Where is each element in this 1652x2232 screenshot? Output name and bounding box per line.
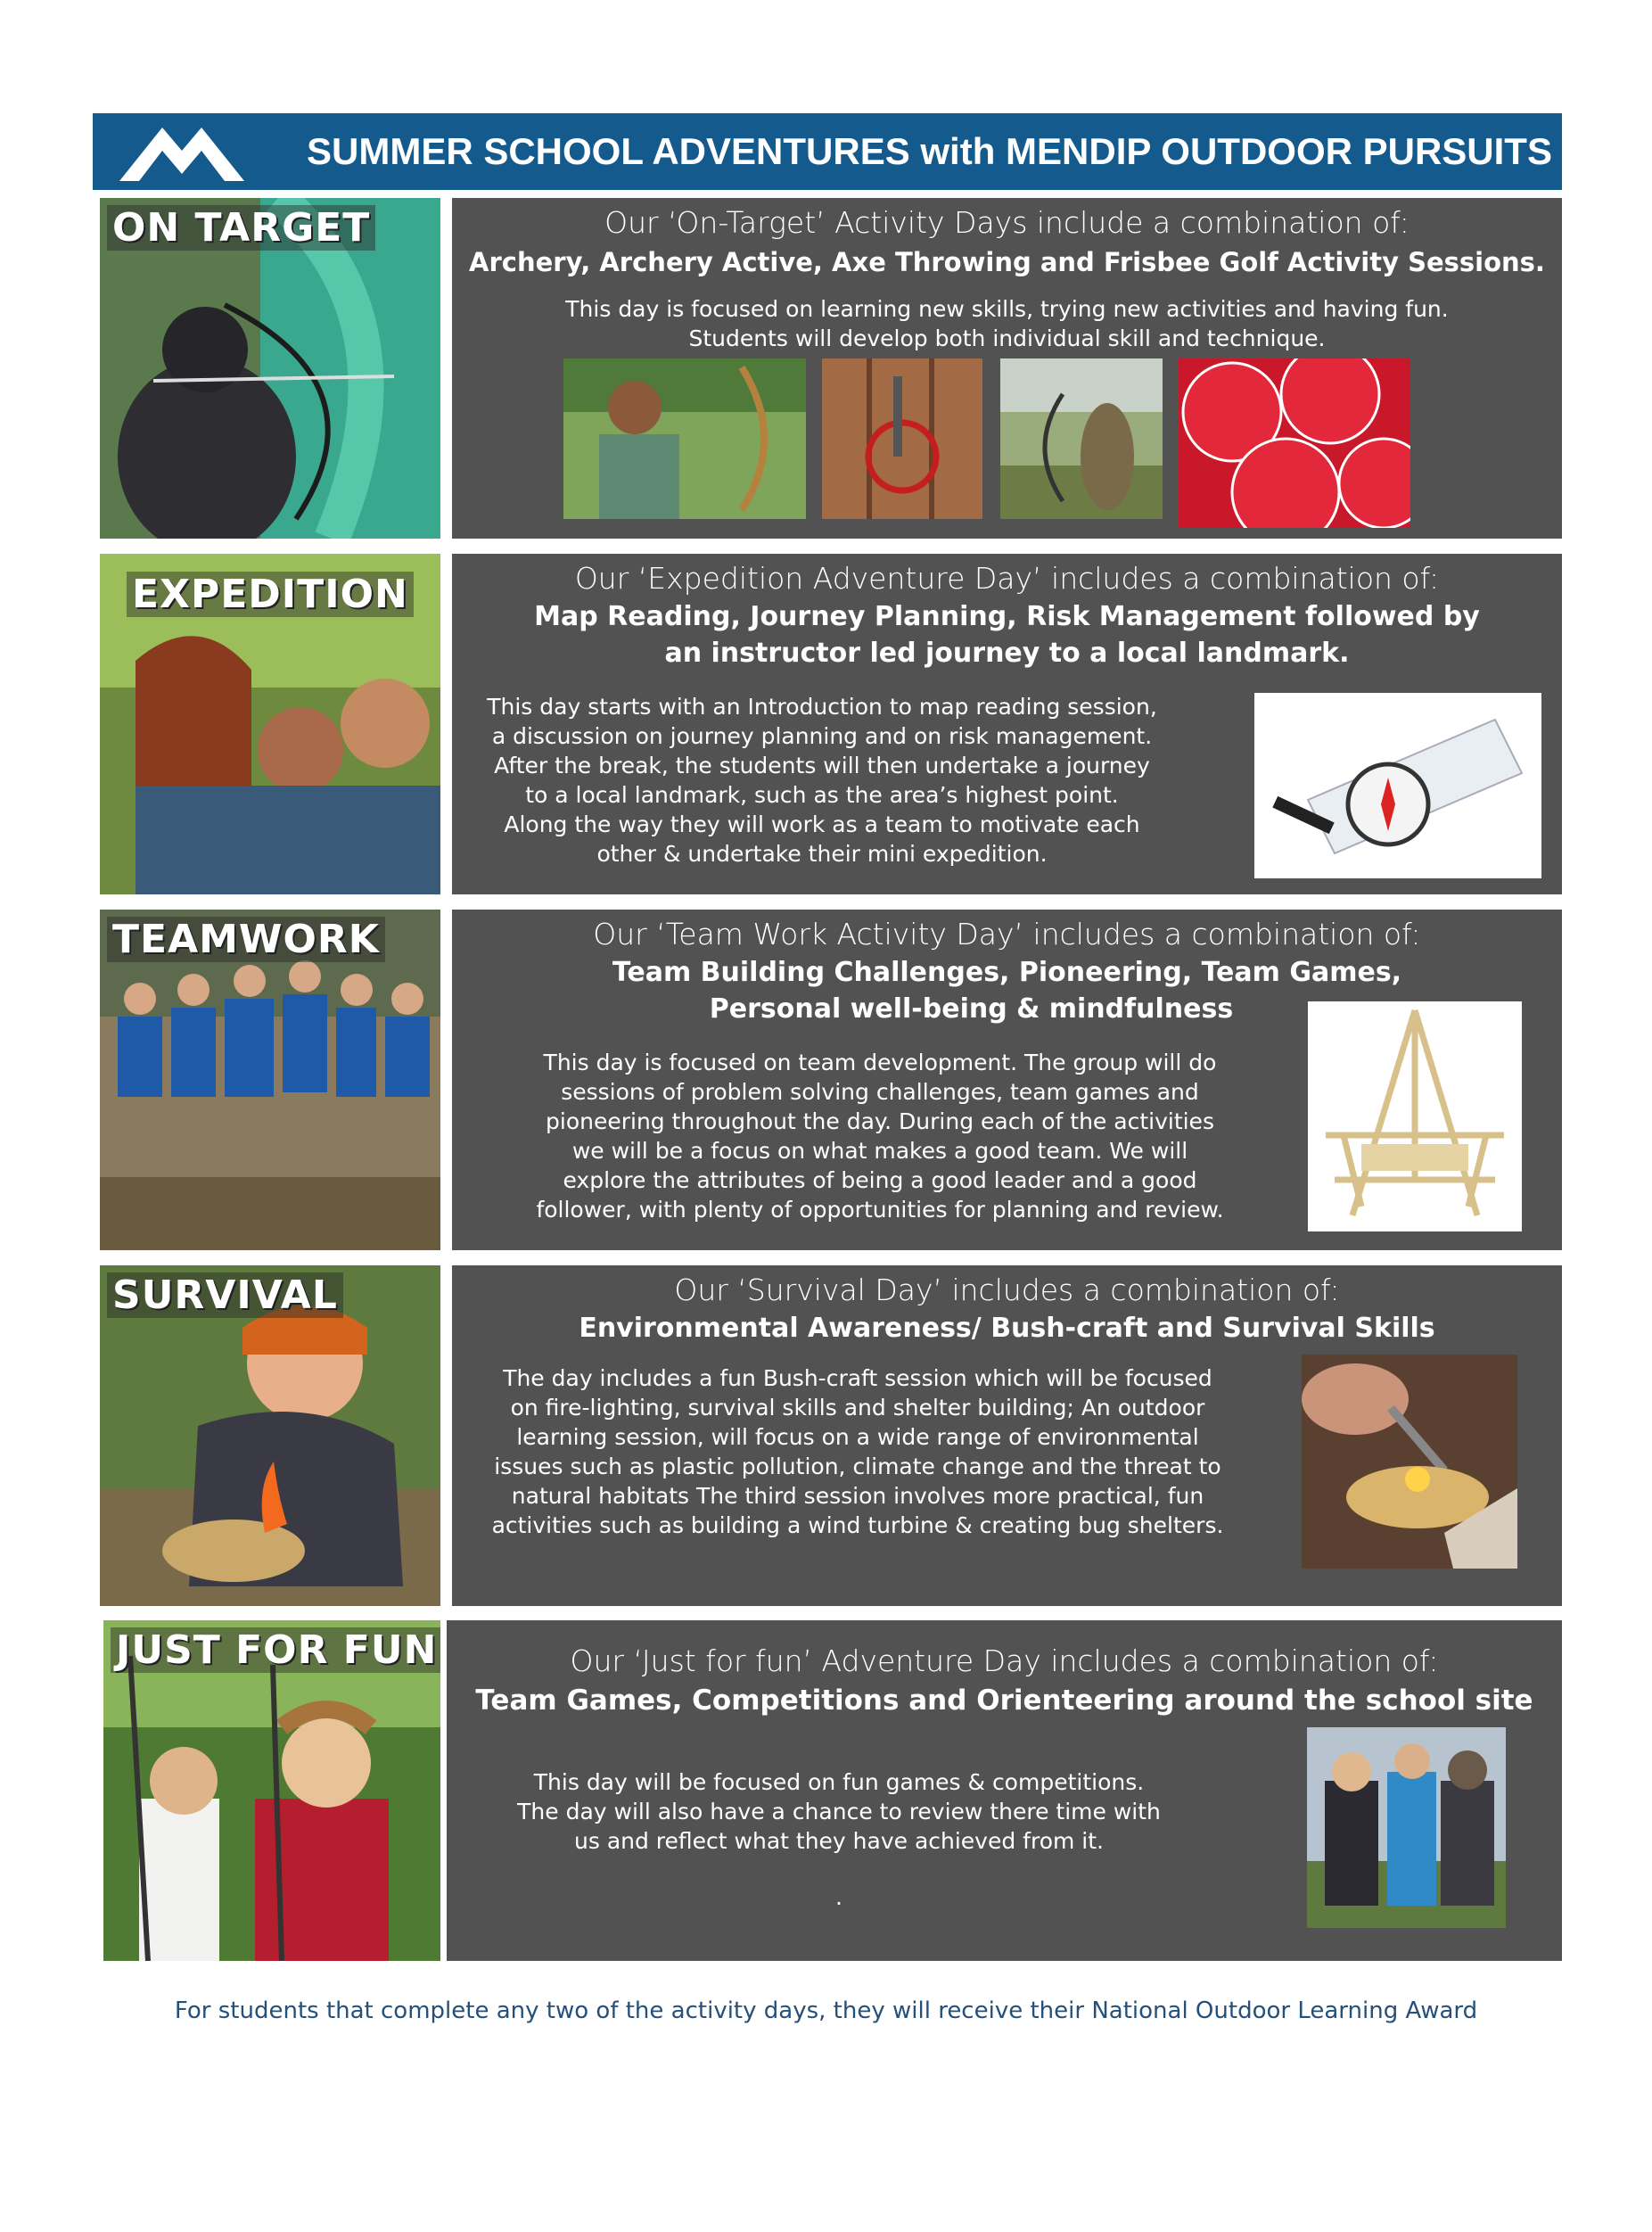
just-for-fun-photo — [103, 1620, 440, 1961]
pioneering-structure-photo — [1308, 1001, 1522, 1231]
teamwork-heading: Our ‘Team Work Activity Day’ includes a combination of: — [593, 917, 1421, 951]
fire-lighting-photo — [1302, 1355, 1517, 1569]
teamwork-subheading: Team Building Challenges, Pioneering, Team Games, Personal well-being & mindfulness — [612, 957, 1402, 1025]
activity-teamwork — [100, 910, 1562, 1250]
frisbees-photo — [1179, 358, 1410, 528]
on-target-photo — [100, 198, 440, 539]
just-for-fun-subheading: Team Games, Competitions and Orienteering around the school site — [475, 1684, 1533, 1717]
archery-field-photo — [1000, 358, 1163, 519]
expedition-photo — [100, 554, 440, 894]
page-title: SUMMER SCHOOL ADVENTURES with MENDIP OUTDOOR PURSUITS — [307, 130, 1552, 172]
activity-expedition — [100, 554, 1562, 894]
teamwork-label: TEAMWORK — [107, 917, 385, 962]
mountain-logo-icon — [119, 124, 244, 181]
teamwork-panel — [452, 910, 1562, 1250]
compass-photo — [1254, 693, 1541, 878]
activity-just-for-fun — [103, 1620, 1566, 1961]
survival-panel — [452, 1265, 1562, 1606]
on-target-description: This day is focused on learning new skills, trying new activities and having fun. Students will develop both individual skill and technique. — [565, 296, 1449, 351]
expedition-heading: Our ‘Expedition Adventure Day’ includes a combination of: — [574, 561, 1440, 596]
header-banner — [93, 113, 1562, 190]
survival-photo — [100, 1265, 440, 1606]
group-review-photo — [1307, 1727, 1506, 1928]
axe-throwing-photo — [822, 358, 982, 519]
on-target-heading: Our ‘On-Target’ Activity Days include a combination of: — [604, 205, 1410, 240]
survival-subheading: Environmental Awareness/ Bush-craft and Survival Skills — [579, 1313, 1435, 1344]
award-footnote: For students that complete any two of the activity days, they will receive their National Outdoor Learning Award — [174, 1997, 1478, 2024]
on-target-label: ON TARGET — [107, 205, 375, 251]
expedition-subheading: Map Reading, Journey Planning, Risk Management followed by an instructor led journey to a local landmark. — [534, 601, 1480, 669]
survival-label: SURVIVAL — [107, 1272, 343, 1318]
on-target-subheading: Archery, Archery Active, Axe Throwing and Frisbee Golf Activity Sessions. — [469, 247, 1545, 277]
on-target-panel — [452, 198, 1562, 539]
just-for-fun-heading: Our ‘Just for fun’ Adventure Day includes a combination of: — [570, 1643, 1439, 1678]
just-for-fun-label: JUST FOR FUN — [111, 1627, 440, 1673]
expedition-description: This day starts with an Introduction to map reading session, a discussion on journey planning and on risk management. After the break, the students will then undertake a journey to a local landmark, such as the area’s highest point. Along the way they will work as a team to motivate each other & undertake their mini expedition. — [487, 694, 1157, 867]
activity-on-target — [100, 198, 1562, 539]
survival-description: The day includes a fun Bush-craft session which will be focused on fire-lighting, survival skills and shelter building; An outdoor learning session, will focus on a wide range of environmental issues such as plastic pollution, climate change and the threat to natural habitats The third session involves more practical, fun activities such as building a wind turbine & creating bug shelters. — [491, 1365, 1224, 1538]
just-for-fun-panel — [447, 1620, 1562, 1961]
expedition-panel — [452, 554, 1562, 894]
just-for-fun-description: This day will be focused on fun games & competitions. The day will also have a chance to review there time with us and reflect what they have achieved from it. . — [517, 1769, 1161, 1910]
activity-survival — [100, 1265, 1562, 1606]
expedition-label: EXPEDITION — [127, 572, 414, 617]
survival-heading: Our ‘Survival Day’ includes a combination of: — [674, 1272, 1340, 1307]
archery-boy-photo — [563, 358, 806, 519]
teamwork-description: This day is focused on team development. The group will do sessions of problem solving challenges, team games and pioneering throughout the day. During each of the activities we will be a focus on what makes a good team. We will explore the attributes of being a good leader and a good follower, with plenty of opportunities for planning and review. — [536, 1050, 1224, 1223]
teamwork-photo — [100, 910, 440, 1250]
